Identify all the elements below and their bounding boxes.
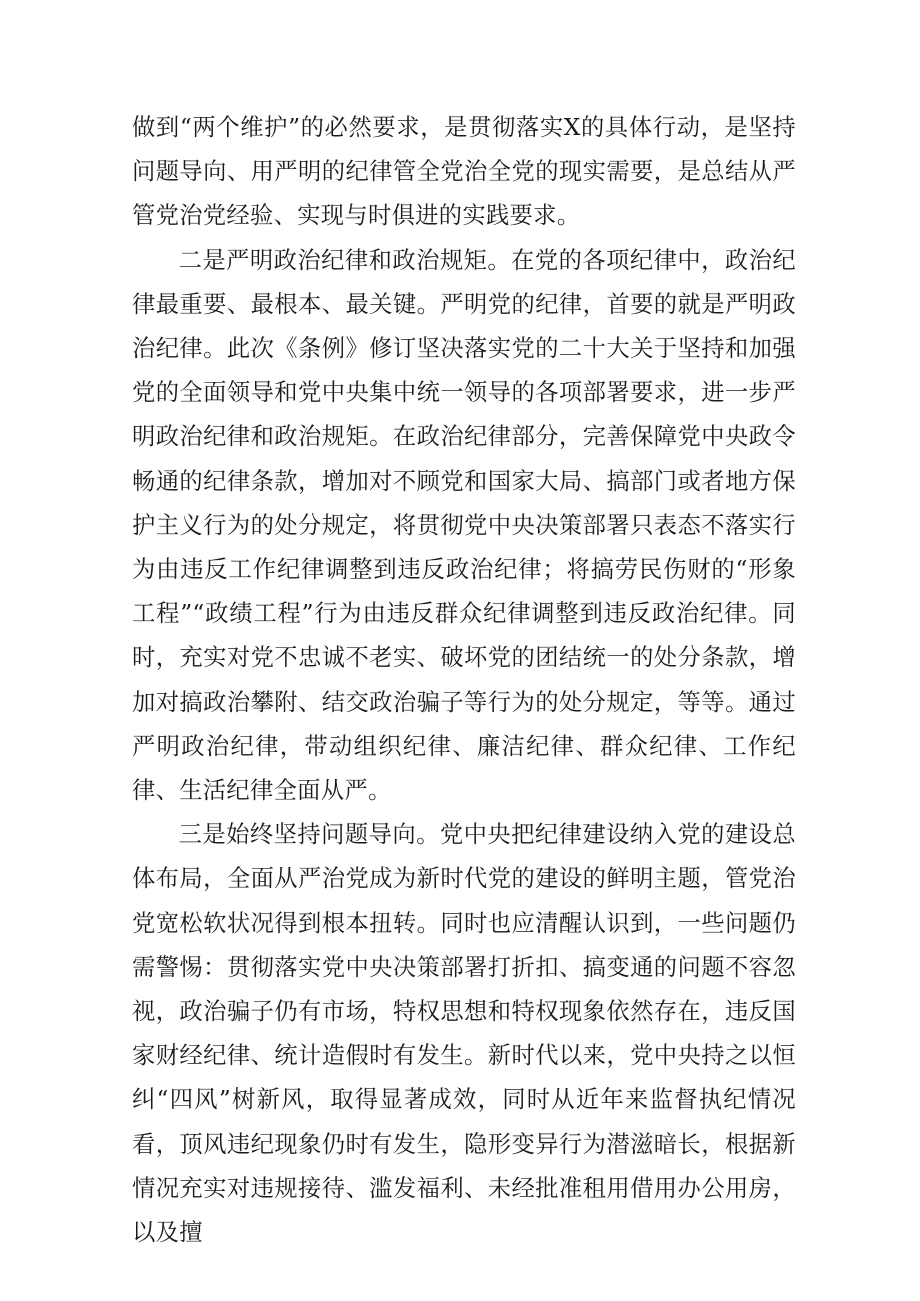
document-body [132,106,796,1255]
paragraph-continued: 做到“两个维护”的必然要求，是贯彻落实X的具体行动，是坚持问题导向、用严明的纪律管全党治全党的现实需要，是总结从严管党治党经验、实现与时俱进的实践要求。 [132,114,796,230]
paragraph-political-discipline: 二是严明政治纪律和政治规矩。在党的各项纪律中，政治纪律最重要、最根本、最关键。严明党的纪律，首要的就是严明政治纪律。此次《条例》修订坚决落实党的二十大关于坚持和加强党的全面领导和党中央集中统一领导的各项部署要求，进一步严明政治纪律和政治规矩。在政治纪律部分，完善保障党中央政令畅通的纪律条款，增加对不顾党和国家大局、搞部门或者地方保护主义行为的处分规定，将贯彻党中央决策部署只表态不落实行为由违反工作纪律调整到违反政治纪律；将搞劳民伤财的“形象工程”“政绩工程”行为由违反群众纪律调整到违反政治纪律。同时，充实对党不忠诚不老实、破坏党的团结统一的处分条款，增加对搞政治攀附、结交政治骗子等行为的处分规定，等等。通过严明政治纪律，带动组织纪律、廉洁纪律、群众纪律、工作纪律、生活纪律全面从严。 [132,246,796,805]
paragraph-problem-orientation: 三是始终坚持问题导向。党中央把纪律建设纳入党的建设总体布局，全面从严治党成为新时代党的建设的鲜明主题，管党治党宽松软状况得到根本扭转。同时也应清醒认识到，一些问题仍需警惕：贯彻落实党中央决策部署打折扣、搞变通的问题不容忽视，政治骗子仍有市场，特权思想和特权现象依然存在，违反国家财经纪律、统计造假时有发生。新时代以来，党中央持之以恒纠“四风”树新风，取得显著成效，同时从近年来监督执纪情况看，顶风违纪现象仍时有发生，隐形变异行为潜滋暗长，根据新情况充实对违规接待、滥发福利、未经批准租用借用办公用房，以及擅 [132,821,796,1247]
